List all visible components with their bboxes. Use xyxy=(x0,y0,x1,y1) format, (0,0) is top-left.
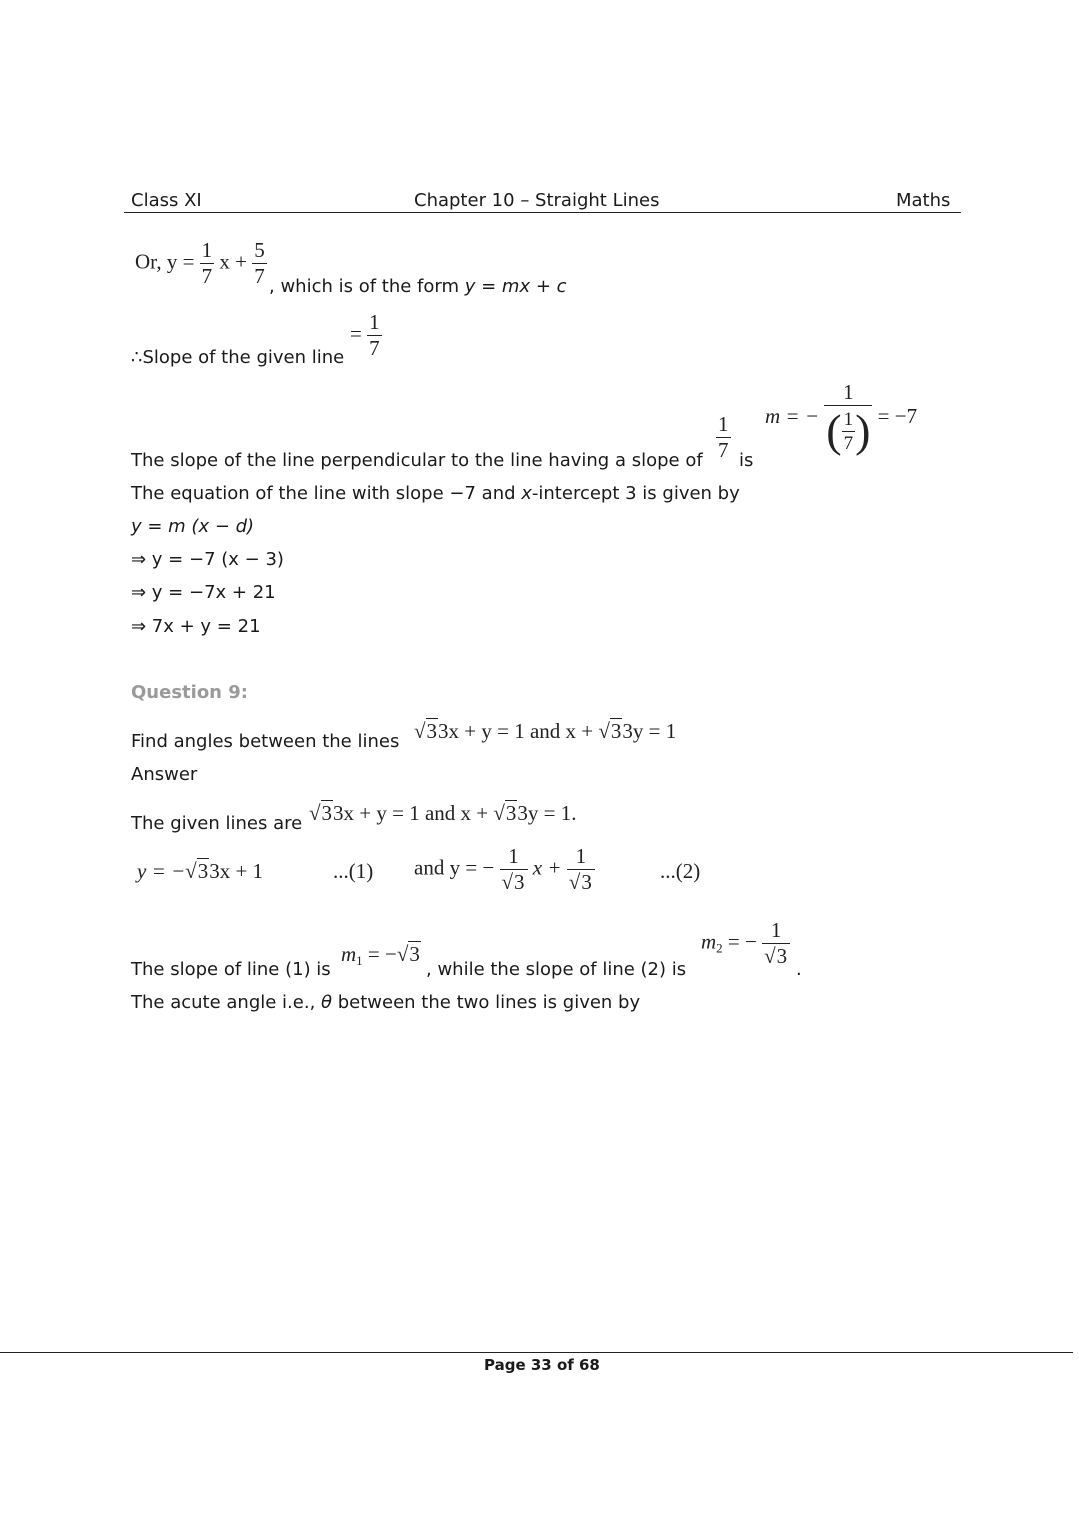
m-equation: m = − 1 ( $\frac{1}{7}$ ) = −7 xyxy=(765,380,918,456)
question-title: Question 9: xyxy=(131,682,248,703)
footer-rule xyxy=(0,1352,1073,1353)
step-1: y = m (x − d) xyxy=(131,516,255,537)
line-2-equation: and y = − $\frac{1}{√3}$ x + $\frac{1}{√3}$ xyxy=(414,846,595,893)
header-chapter: Chapter 10 – Straight Lines xyxy=(414,190,660,211)
perpendicular-sentence: The slope of the line perpendicular to the line having a slope of xyxy=(131,450,703,471)
given-lines-label: The given lines are xyxy=(131,813,303,834)
line-2-tag: ...(2) xyxy=(660,859,701,883)
fraction-five-sevenths: $\frac{5}{7}$ xyxy=(254,238,265,288)
slope-2-text: , while the slope of line (2) is xyxy=(426,959,687,980)
header-class: Class XI xyxy=(131,190,202,211)
m2-value: $m_2$ = − $\frac{1}{√3}$ xyxy=(701,920,790,967)
acute-angle-sentence: The acute angle i.e., θ between the two lines is given by xyxy=(131,992,641,1013)
line-1-tag: ...(1) xyxy=(333,859,374,883)
given-equations: √33x + y = 1 and x + √33y = 1. xyxy=(309,801,577,825)
question-equations: √33x + y = 1 and x + √33y = 1 xyxy=(414,719,677,743)
step-3: ⇒ y = −7x + 21 xyxy=(131,582,276,603)
slope-label: ∴Slope of the given line xyxy=(131,347,345,368)
step-2: ⇒ y = −7 (x − 3) xyxy=(131,549,284,570)
m1-value: $m_1 = -√3$ xyxy=(341,942,420,968)
perp-fraction: $\frac{1}{7}$ xyxy=(718,412,729,462)
header-rule xyxy=(124,212,961,213)
slope-value: = $\frac{1}{7}$ xyxy=(350,310,380,360)
header-subject: Maths xyxy=(896,190,951,211)
or-equation: Or, y = $\frac{1}{7}$ x + $\frac{5}{7}$ xyxy=(135,238,265,288)
page-number: Page 33 of 68 xyxy=(484,1356,600,1374)
equation-sentence: The equation of the line with slope −7 and x-intercept 3 is given by xyxy=(131,483,740,504)
m2-period: . xyxy=(796,959,802,980)
slope-1-text: The slope of line (1) is xyxy=(131,959,331,980)
question-prompt: Find angles between the lines xyxy=(131,731,400,752)
line-1-equation: y = −√33x + 1 xyxy=(137,859,264,883)
fraction-one-seventh: $\frac{1}{7}$ xyxy=(201,238,213,288)
answer-label: Answer xyxy=(131,764,198,785)
form-sentence: , which is of the form y = mx + c xyxy=(269,276,567,297)
perp-is: is xyxy=(739,450,754,471)
step-4: ⇒ 7x + y = 21 xyxy=(131,616,261,637)
